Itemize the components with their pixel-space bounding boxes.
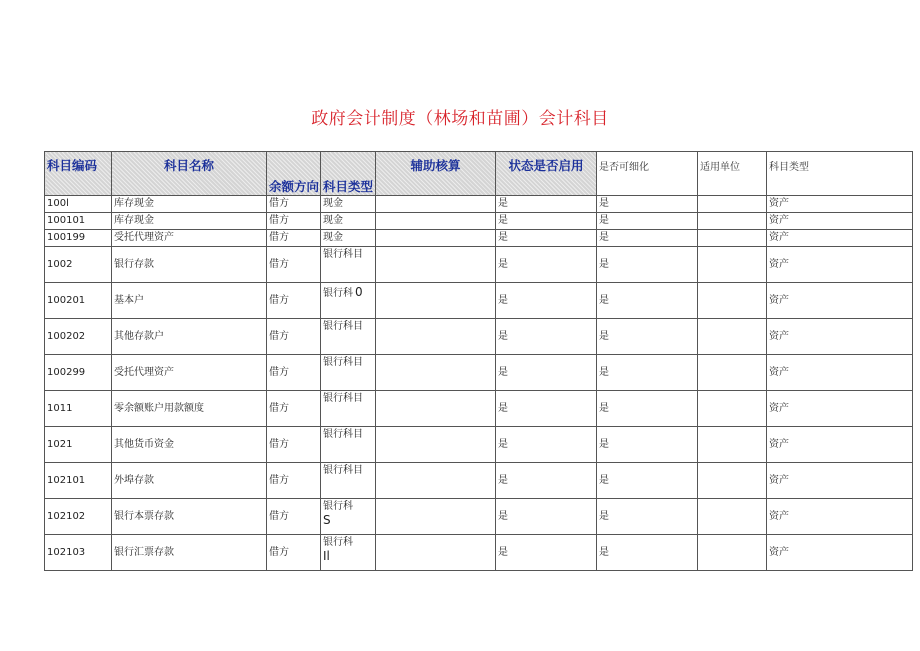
cell-enabled: 是 [496,283,597,319]
cell-code: 1021 [45,427,112,463]
cell-type [321,427,376,463]
cell-direction: 借方 [267,196,321,213]
cell-direction: 借方 [267,355,321,391]
cell-type-text: 银行科目 [323,249,363,260]
table-row [45,355,913,391]
table-row [45,230,913,247]
cell-category: 资产 [767,213,913,230]
cell-code: 1011 [45,391,112,427]
cell-type [321,535,376,571]
cell-aux [376,499,496,535]
cell-code: 102101 [45,463,112,499]
cell-detail: 是 [597,230,698,247]
cell-unit [698,535,767,571]
header-category: 科目类型 [767,152,913,196]
cell-type-extra: S [323,513,331,527]
cell-aux [376,247,496,283]
header-aux: 辅助核算 [376,152,496,196]
cell-name: 外埠存款 [112,463,267,499]
cell-name: 受托代理资产 [112,230,267,247]
cell-type [321,355,376,391]
cell-direction: 借方 [267,463,321,499]
header-type: 科目类型 [321,152,376,196]
cell-type-extra: Il [323,549,330,563]
cell-detail: 是 [597,319,698,355]
header-name: 科目名称 [112,152,267,196]
cell-type-extra: 0 [355,285,363,299]
header-enabled: 状态是否启用 [496,152,597,196]
cell-detail: 是 [597,196,698,213]
cell-category: 资产 [767,355,913,391]
cell-type [321,463,376,499]
cell-type [321,247,376,283]
table-row [45,196,913,213]
table-row [45,213,913,230]
cell-category: 资产 [767,196,913,213]
cell-unit [698,391,767,427]
cell-name: 银行汇票存款 [112,535,267,571]
cell-name: 其他货币资金 [112,427,267,463]
cell-category: 资产 [767,247,913,283]
table-row [45,391,913,427]
table-row [45,535,913,571]
cell-code: 100199 [45,230,112,247]
cell-name: 银行存款 [112,247,267,283]
table-row [45,319,913,355]
cell-name: 其他存款户 [112,319,267,355]
cell-unit [698,427,767,463]
cell-unit [698,283,767,319]
cell-direction: 借方 [267,247,321,283]
cell-enabled: 是 [496,230,597,247]
cell-code: 100299 [45,355,112,391]
cell-type [321,283,376,319]
cell-enabled: 是 [496,535,597,571]
header-unit: 适用单位 [698,152,767,196]
cell-type-text: 银行科目 [323,321,363,332]
cell-code: 102103 [45,535,112,571]
cell-unit [698,319,767,355]
table-row [45,463,913,499]
cell-unit [698,230,767,247]
cell-unit [698,213,767,230]
cell-name: 库存现金 [112,196,267,213]
cell-enabled: 是 [496,355,597,391]
cell-type: 现金 [321,230,376,247]
cell-unit [698,355,767,391]
cell-aux [376,283,496,319]
cell-category: 资产 [767,535,913,571]
cell-detail: 是 [597,535,698,571]
cell-name: 零余额账户用款额度 [112,391,267,427]
cell-category: 资产 [767,319,913,355]
cell-detail: 是 [597,283,698,319]
cell-type: 现金 [321,213,376,230]
cell-type-text: 银行科目 [323,393,363,404]
cell-aux [376,230,496,247]
cell-detail: 是 [597,391,698,427]
cell-category: 资产 [767,499,913,535]
cell-aux [376,427,496,463]
cell-code: 100202 [45,319,112,355]
cell-aux [376,535,496,571]
cell-detail: 是 [597,213,698,230]
cell-aux [376,196,496,213]
header-code: 科目编码 [45,152,112,196]
cell-aux [376,463,496,499]
header-direction: 余额方向 [267,152,321,196]
cell-type [321,391,376,427]
cell-enabled: 是 [496,196,597,213]
cell-direction: 借方 [267,391,321,427]
cell-code: 102102 [45,499,112,535]
cell-unit [698,247,767,283]
cell-code: 100201 [45,283,112,319]
cell-detail: 是 [597,463,698,499]
cell-direction: 借方 [267,283,321,319]
cell-category: 资产 [767,283,913,319]
table-row [45,427,913,463]
cell-aux [376,355,496,391]
cell-type-text: 银行科 [323,501,353,512]
cell-direction: 借方 [267,230,321,247]
document-title: 政府会计制度（林场和苗圃）会计科目 [311,109,609,129]
cell-unit [698,463,767,499]
cell-direction: 借方 [267,213,321,230]
cell-name: 库存现金 [112,213,267,230]
cell-enabled: 是 [496,427,597,463]
cell-detail: 是 [597,247,698,283]
cell-type-text: 银行科目 [323,465,363,476]
header-detail: 是否可细化 [597,152,698,196]
cell-detail: 是 [597,499,698,535]
cell-aux [376,213,496,230]
cell-type [321,499,376,535]
cell-aux [376,391,496,427]
cell-enabled: 是 [496,391,597,427]
table-row [45,499,913,535]
cell-enabled: 是 [496,213,597,230]
cell-name: 受托代理资产 [112,355,267,391]
cell-category: 资产 [767,391,913,427]
cell-name: 银行本票存款 [112,499,267,535]
cell-type [321,319,376,355]
cell-type-text: 银行科目 [323,429,363,440]
cell-detail: 是 [597,355,698,391]
cell-direction: 借方 [267,319,321,355]
cell-enabled: 是 [496,319,597,355]
cell-type-text: 银行科 [323,288,353,299]
cell-detail: 是 [597,427,698,463]
cell-direction: 借方 [267,499,321,535]
cell-category: 资产 [767,230,913,247]
cell-enabled: 是 [496,463,597,499]
cell-type-text: 银行科 [323,537,353,548]
cell-code: 1002 [45,247,112,283]
cell-direction: 借方 [267,535,321,571]
cell-type: 现金 [321,196,376,213]
cell-type-text: 银行科目 [323,357,363,368]
table-row [45,247,913,283]
cell-enabled: 是 [496,247,597,283]
table-row [45,283,913,319]
cell-category: 资产 [767,427,913,463]
account-subjects-table [44,151,913,571]
cell-unit [698,196,767,213]
cell-direction: 借方 [267,427,321,463]
cell-enabled: 是 [496,499,597,535]
cell-code: 100l [45,196,112,213]
header-row [45,152,913,196]
cell-aux [376,319,496,355]
cell-category: 资产 [767,463,913,499]
cell-code: 100101 [45,213,112,230]
cell-name: 基本户 [112,283,267,319]
cell-unit [698,499,767,535]
